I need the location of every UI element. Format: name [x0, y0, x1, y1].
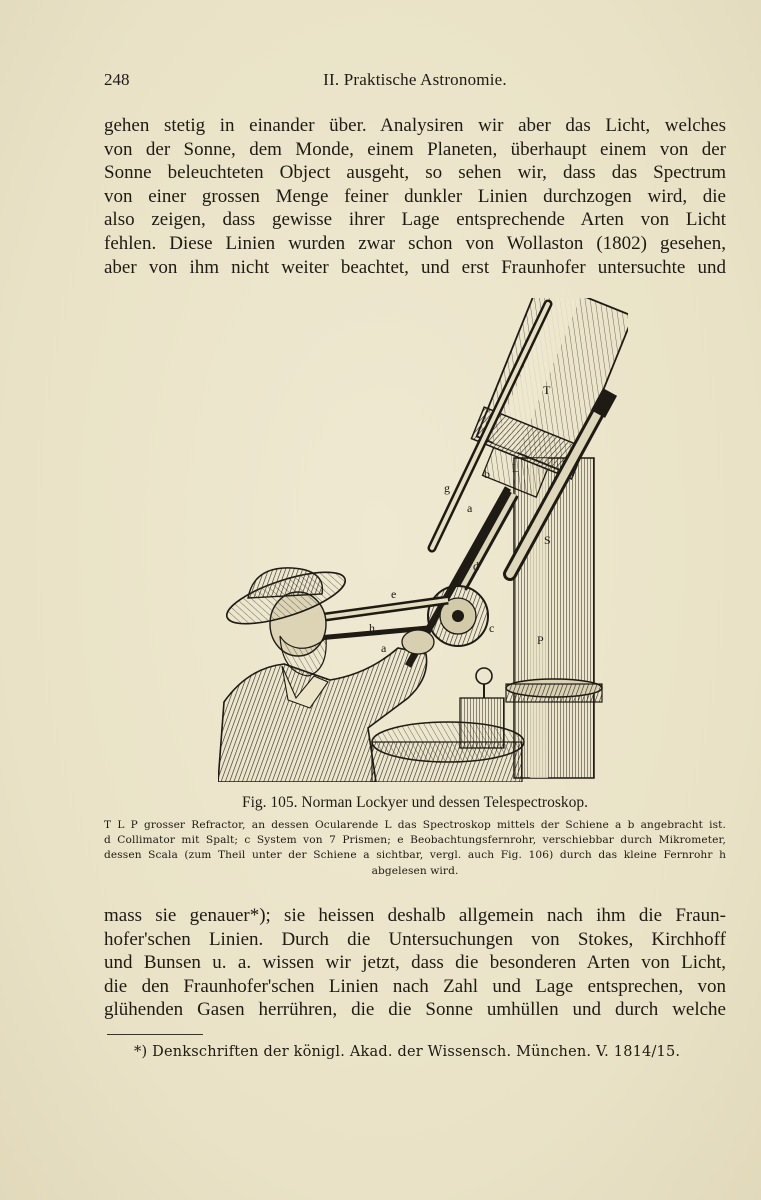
prism-box	[428, 586, 488, 646]
page-header	[104, 70, 726, 94]
label-h: h	[369, 621, 375, 635]
paragraph-line: Sonne beleuchteten Object ausgeht, so sehen wir, dass das Spectrum	[104, 162, 726, 184]
paragraph-line: glühenden Gasen herrühren, die die Sonne umhüllen und durch welche	[104, 999, 726, 1021]
caption-line: abgelesen wird.	[371, 864, 459, 877]
paragraph-line: von der Sonne, dem Monde, einem Planeten, überhaupt einem von der	[104, 138, 726, 160]
label-L: L	[512, 461, 520, 475]
footnote-separator	[107, 1034, 203, 1035]
paragraph-line: von einer grossen Menge feiner dunkler Linien durchzogen wird, die	[104, 185, 726, 207]
label-c: c	[489, 621, 495, 635]
paragraph-line: mass sie genauer*); sie heissen deshalb allgemein nach ihm die Fraun-	[104, 905, 726, 926]
paragraph-line: also zeigen, dass gewisse ihrer Lage entsprechende Arten von Licht	[104, 209, 726, 231]
figure-caption	[104, 818, 726, 879]
engraving-illustration	[218, 298, 628, 782]
page-number: 248	[104, 70, 130, 89]
figure-title: Fig. 105. Norman Lockyer und dessen Telespectroskop.	[241, 794, 589, 811]
label-P: P	[537, 633, 544, 647]
figure-telespectroscope-engraving	[218, 298, 628, 782]
label-g: g	[444, 481, 450, 495]
label-S: S	[544, 533, 551, 547]
paragraph-1	[104, 114, 726, 279]
footnote: *) Denkschriften der königl. Akad. der Wissensch. München. V. 1814/15.	[134, 1044, 681, 1060]
paragraph-line: gehen stetig in einander über. Analysiren wir aber das Licht, welches	[104, 115, 726, 136]
label-b: b	[484, 467, 490, 481]
label-e: e	[391, 587, 397, 601]
caption-line: T L P grosser Refractor, an dessen Ocularende L das Spectroskop mittels der Schiene a b angebracht ist.	[104, 819, 726, 831]
paragraph-line: fehlen. Diese Linien wurden zwar schon von Wollaston (1802) gesehen,	[104, 232, 726, 254]
label-a-top: a	[467, 501, 473, 515]
paragraph-line: die den Fraunhofer'schen Linien nach Zahl und Lage entsprechen, von	[104, 975, 726, 997]
caption-line: dessen Scala (zum Theil unter der Schiene a sichtbar, vergl. auch Fig. 106) durch das kleine Fernrohr h	[104, 849, 726, 862]
paragraph-line: aber von ihm nicht weiter beachtet, und erst Fraunhofer untersuchte und	[104, 256, 726, 278]
paragraph-2	[104, 904, 726, 1022]
label-a-bottom: a	[381, 641, 387, 655]
label-d: d	[473, 559, 479, 573]
paragraph-line: und Bunsen u. a. wissen wir jetzt, dass die besonderen Arten von Licht,	[104, 952, 726, 974]
running-head: II. Praktische Astronomie.	[323, 70, 507, 89]
paragraph-line: hofer'schen Linien. Durch die Untersuchungen von Stokes, Kirchhoff	[104, 928, 726, 950]
caption-line: d Collimator mit Spalt; c System von 7 Prismen; e Beobachtungsfernrohr, verschiebbar durch Mikrometer,	[104, 834, 726, 847]
label-T: T	[543, 383, 551, 397]
